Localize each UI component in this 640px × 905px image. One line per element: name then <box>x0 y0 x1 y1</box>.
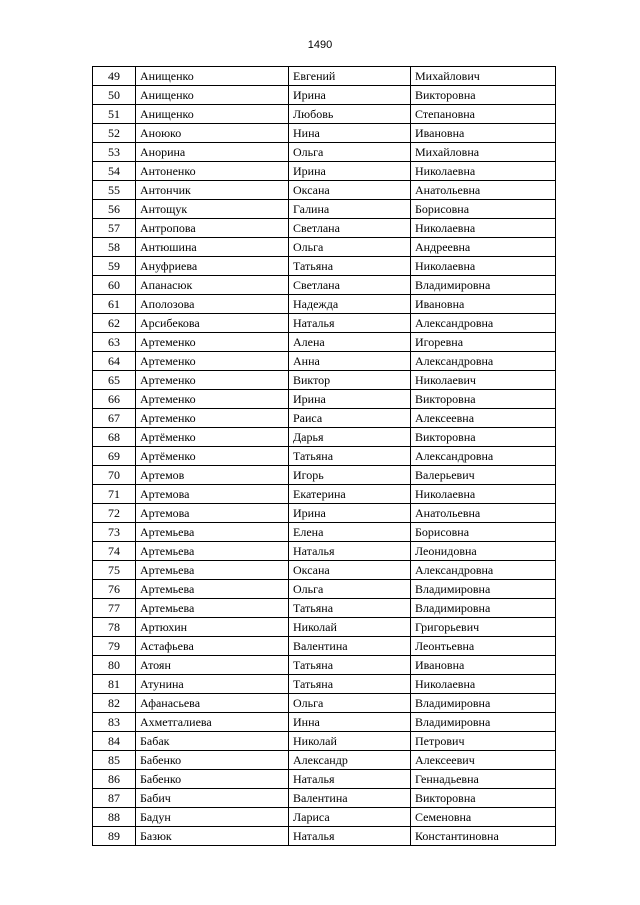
row-number: 49 <box>93 67 136 86</box>
row-number: 77 <box>93 599 136 618</box>
first-name-cell: Татьяна <box>289 656 411 675</box>
first-name-cell: Наталья <box>289 770 411 789</box>
patronymic-cell: Борисовна <box>411 200 556 219</box>
patronymic-cell: Михайлович <box>411 67 556 86</box>
row-number: 69 <box>93 447 136 466</box>
first-name-cell: Анна <box>289 352 411 371</box>
surname-cell: Анищенко <box>136 105 289 124</box>
patronymic-cell: Григорьевич <box>411 618 556 637</box>
surname-cell: Артёменко <box>136 428 289 447</box>
row-number: 76 <box>93 580 136 599</box>
table-row <box>93 599 556 618</box>
row-number: 84 <box>93 732 136 751</box>
patronymic-cell: Владимировна <box>411 276 556 295</box>
table-row <box>93 542 556 561</box>
table-row <box>93 675 556 694</box>
first-name-cell: Оксана <box>289 181 411 200</box>
surname-cell: Артемьева <box>136 599 289 618</box>
table-row <box>93 86 556 105</box>
surname-cell: Антончик <box>136 181 289 200</box>
surname-cell: Антоненко <box>136 162 289 181</box>
row-number: 74 <box>93 542 136 561</box>
patronymic-cell: Ивановна <box>411 124 556 143</box>
surname-cell: Арсибекова <box>136 314 289 333</box>
table-row <box>93 124 556 143</box>
table-row <box>93 808 556 827</box>
first-name-cell: Николай <box>289 618 411 637</box>
first-name-cell: Ирина <box>289 162 411 181</box>
surname-cell: Анорина <box>136 143 289 162</box>
surname-cell: Артеменко <box>136 390 289 409</box>
patronymic-cell: Николаевна <box>411 219 556 238</box>
surname-cell: Бабич <box>136 789 289 808</box>
surname-cell: Артемьева <box>136 561 289 580</box>
surname-cell: Антощук <box>136 200 289 219</box>
surname-cell: Бабак <box>136 732 289 751</box>
patronymic-cell: Николаевна <box>411 162 556 181</box>
first-name-cell: Наталья <box>289 314 411 333</box>
first-name-cell: Инна <box>289 713 411 732</box>
surname-cell: Бадун <box>136 808 289 827</box>
table-row <box>93 314 556 333</box>
first-name-cell: Нина <box>289 124 411 143</box>
patronymic-cell: Геннадьевна <box>411 770 556 789</box>
surname-cell: Артеменко <box>136 371 289 390</box>
surname-cell: Артемов <box>136 466 289 485</box>
row-number: 63 <box>93 333 136 352</box>
table-row <box>93 770 556 789</box>
patronymic-cell: Александровна <box>411 447 556 466</box>
surname-cell: Артеменко <box>136 409 289 428</box>
surname-cell: Аполозова <box>136 295 289 314</box>
first-name-cell: Дарья <box>289 428 411 447</box>
row-number: 68 <box>93 428 136 447</box>
patronymic-cell: Михайловна <box>411 143 556 162</box>
table-row <box>93 238 556 257</box>
row-number: 83 <box>93 713 136 732</box>
patronymic-cell: Леонтьевна <box>411 637 556 656</box>
row-number: 82 <box>93 694 136 713</box>
table-row <box>93 751 556 770</box>
first-name-cell: Светлана <box>289 219 411 238</box>
first-name-cell: Виктор <box>289 371 411 390</box>
first-name-cell: Валентина <box>289 637 411 656</box>
row-number: 89 <box>93 827 136 846</box>
row-number: 51 <box>93 105 136 124</box>
row-number: 73 <box>93 523 136 542</box>
first-name-cell: Наталья <box>289 542 411 561</box>
row-number: 86 <box>93 770 136 789</box>
first-name-cell: Лариса <box>289 808 411 827</box>
surname-cell: Атоян <box>136 656 289 675</box>
patronymic-cell: Викторовна <box>411 390 556 409</box>
row-number: 64 <box>93 352 136 371</box>
first-name-cell: Ирина <box>289 390 411 409</box>
table-row <box>93 67 556 86</box>
patronymic-cell: Степановна <box>411 105 556 124</box>
surname-cell: Афанасьева <box>136 694 289 713</box>
patronymic-cell: Владимировна <box>411 599 556 618</box>
patronymic-cell: Семеновна <box>411 808 556 827</box>
surname-cell: Апанасюк <box>136 276 289 295</box>
table-row <box>93 637 556 656</box>
first-name-cell: Галина <box>289 200 411 219</box>
patronymic-cell: Игоревна <box>411 333 556 352</box>
patronymic-cell: Николаевна <box>411 257 556 276</box>
patronymic-cell: Валерьевич <box>411 466 556 485</box>
patronymic-cell: Александровна <box>411 561 556 580</box>
first-name-cell: Ольга <box>289 580 411 599</box>
table-row <box>93 105 556 124</box>
first-name-cell: Ольга <box>289 238 411 257</box>
first-name-cell: Елена <box>289 523 411 542</box>
table-row <box>93 257 556 276</box>
table-row <box>93 504 556 523</box>
surname-cell: Артемьева <box>136 580 289 599</box>
table-row <box>93 580 556 599</box>
patronymic-cell: Владимировна <box>411 580 556 599</box>
surname-cell: Астафьева <box>136 637 289 656</box>
table-row <box>93 732 556 751</box>
row-number: 75 <box>93 561 136 580</box>
patronymic-cell: Николаевна <box>411 485 556 504</box>
first-name-cell: Екатерина <box>289 485 411 504</box>
surname-cell: Атунина <box>136 675 289 694</box>
table-row <box>93 789 556 808</box>
row-number: 87 <box>93 789 136 808</box>
surname-cell: Бабенко <box>136 770 289 789</box>
row-number: 62 <box>93 314 136 333</box>
row-number: 85 <box>93 751 136 770</box>
table-row <box>93 295 556 314</box>
table-row <box>93 371 556 390</box>
surname-cell: Артеменко <box>136 333 289 352</box>
surname-cell: Анищенко <box>136 67 289 86</box>
first-name-cell: Татьяна <box>289 447 411 466</box>
names-table <box>92 66 556 846</box>
table-row <box>93 390 556 409</box>
first-name-cell: Надежда <box>289 295 411 314</box>
surname-cell: Артемова <box>136 485 289 504</box>
row-number: 78 <box>93 618 136 637</box>
first-name-cell: Ирина <box>289 86 411 105</box>
first-name-cell: Игорь <box>289 466 411 485</box>
table-row <box>93 656 556 675</box>
row-number: 61 <box>93 295 136 314</box>
table-row <box>93 485 556 504</box>
surname-cell: Артюхин <box>136 618 289 637</box>
table-row <box>93 409 556 428</box>
row-number: 80 <box>93 656 136 675</box>
row-number: 71 <box>93 485 136 504</box>
first-name-cell: Светлана <box>289 276 411 295</box>
patronymic-cell: Викторовна <box>411 428 556 447</box>
surname-cell: Бабенко <box>136 751 289 770</box>
first-name-cell: Ирина <box>289 504 411 523</box>
first-name-cell: Татьяна <box>289 257 411 276</box>
row-number: 70 <box>93 466 136 485</box>
surname-cell: Базюк <box>136 827 289 846</box>
patronymic-cell: Константиновна <box>411 827 556 846</box>
surname-cell: Артемова <box>136 504 289 523</box>
row-number: 66 <box>93 390 136 409</box>
first-name-cell: Евгений <box>289 67 411 86</box>
page-number: 1490 <box>307 39 333 51</box>
row-number: 72 <box>93 504 136 523</box>
table-row <box>93 618 556 637</box>
first-name-cell: Александр <box>289 751 411 770</box>
table-row <box>93 276 556 295</box>
patronymic-cell: Петрович <box>411 732 556 751</box>
row-number: 50 <box>93 86 136 105</box>
patronymic-cell: Леонидовна <box>411 542 556 561</box>
row-number: 57 <box>93 219 136 238</box>
surname-cell: Артемьева <box>136 542 289 561</box>
patronymic-cell: Анатольевна <box>411 181 556 200</box>
surname-cell: Артёменко <box>136 447 289 466</box>
first-name-cell: Ольга <box>289 694 411 713</box>
table-row <box>93 428 556 447</box>
surname-cell: Ануфриева <box>136 257 289 276</box>
patronymic-cell: Владимировна <box>411 713 556 732</box>
first-name-cell: Николай <box>289 732 411 751</box>
table-row <box>93 219 556 238</box>
table-row <box>93 466 556 485</box>
table-row <box>93 352 556 371</box>
first-name-cell: Оксана <box>289 561 411 580</box>
row-number: 52 <box>93 124 136 143</box>
surname-cell: Антропова <box>136 219 289 238</box>
row-number: 79 <box>93 637 136 656</box>
table-row <box>93 333 556 352</box>
patronymic-cell: Александровна <box>411 352 556 371</box>
row-number: 55 <box>93 181 136 200</box>
patronymic-cell: Алексеевич <box>411 751 556 770</box>
surname-cell: Аноюко <box>136 124 289 143</box>
patronymic-cell: Николаевна <box>411 675 556 694</box>
table-row <box>93 713 556 732</box>
row-number: 54 <box>93 162 136 181</box>
patronymic-cell: Ивановна <box>411 295 556 314</box>
row-number: 60 <box>93 276 136 295</box>
table-row <box>93 447 556 466</box>
table-row <box>93 181 556 200</box>
patronymic-cell: Александровна <box>411 314 556 333</box>
table-row <box>93 200 556 219</box>
table-row <box>93 561 556 580</box>
patronymic-cell: Анатольевна <box>411 504 556 523</box>
row-number: 59 <box>93 257 136 276</box>
first-name-cell: Валентина <box>289 789 411 808</box>
row-number: 88 <box>93 808 136 827</box>
patronymic-cell: Викторовна <box>411 789 556 808</box>
first-name-cell: Ольга <box>289 143 411 162</box>
first-name-cell: Татьяна <box>289 675 411 694</box>
row-number: 81 <box>93 675 136 694</box>
patronymic-cell: Алексеевна <box>411 409 556 428</box>
first-name-cell: Татьяна <box>289 599 411 618</box>
table-row <box>93 827 556 846</box>
surname-cell: Артеменко <box>136 352 289 371</box>
table-row <box>93 162 556 181</box>
first-name-cell: Наталья <box>289 827 411 846</box>
row-number: 65 <box>93 371 136 390</box>
first-name-cell: Алена <box>289 333 411 352</box>
patronymic-cell: Андреевна <box>411 238 556 257</box>
patronymic-cell: Николаевич <box>411 371 556 390</box>
surname-cell: Анищенко <box>136 86 289 105</box>
surname-cell: Антюшина <box>136 238 289 257</box>
first-name-cell: Раиса <box>289 409 411 428</box>
row-number: 53 <box>93 143 136 162</box>
row-number: 67 <box>93 409 136 428</box>
row-number: 58 <box>93 238 136 257</box>
patronymic-cell: Викторовна <box>411 86 556 105</box>
patronymic-cell: Ивановна <box>411 656 556 675</box>
patronymic-cell: Борисовна <box>411 523 556 542</box>
patronymic-cell: Владимировна <box>411 694 556 713</box>
first-name-cell: Любовь <box>289 105 411 124</box>
surname-cell: Ахметгалиева <box>136 713 289 732</box>
table-row <box>93 694 556 713</box>
surname-cell: Артемьева <box>136 523 289 542</box>
row-number: 56 <box>93 200 136 219</box>
table-row <box>93 143 556 162</box>
names-table-body <box>93 67 556 846</box>
table-row <box>93 523 556 542</box>
